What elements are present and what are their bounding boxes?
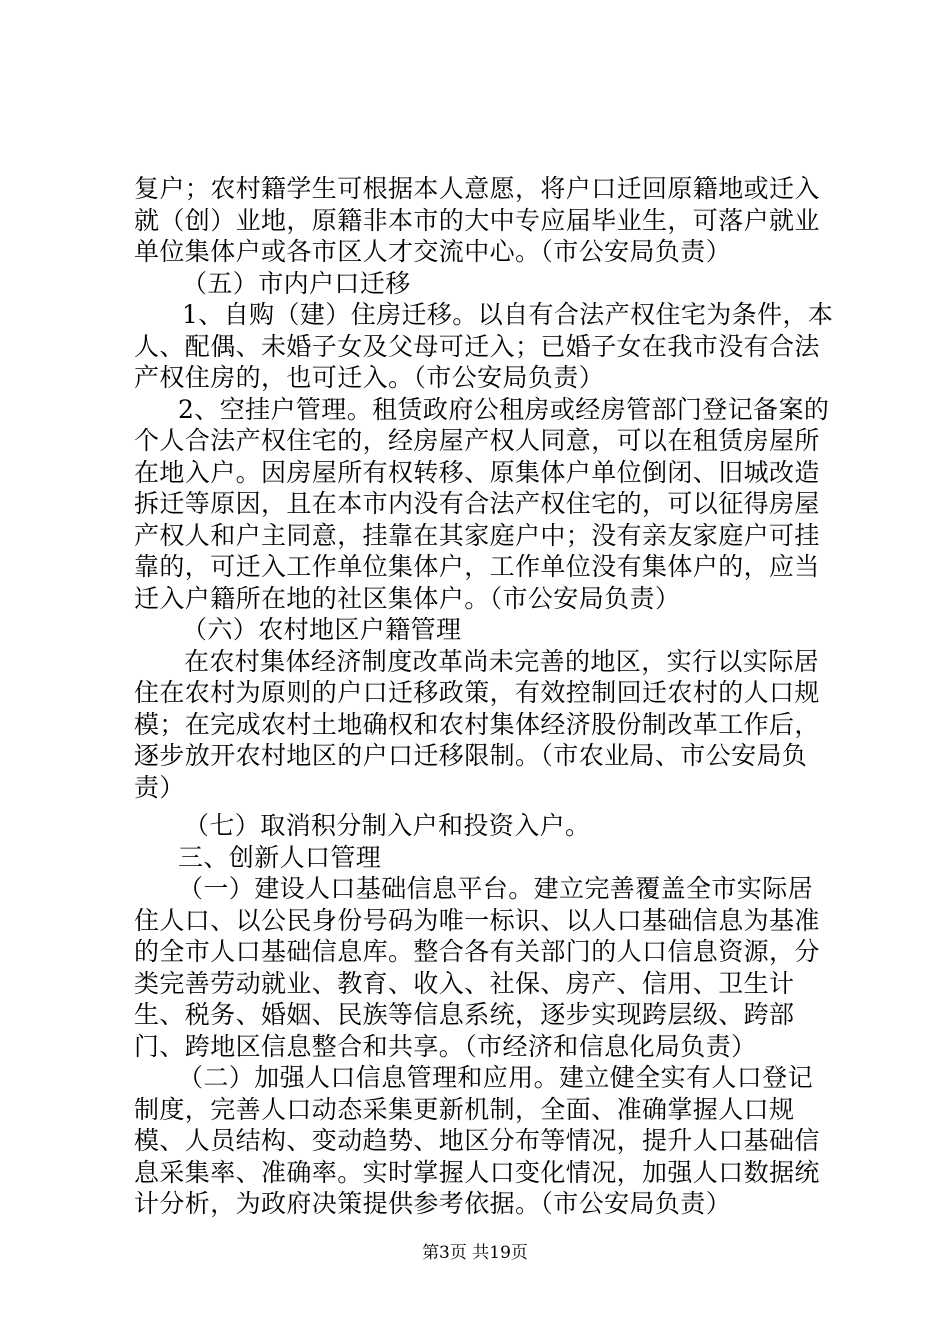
heading-5-intracity-migration: （五）市内户口迁移 — [182, 268, 411, 298]
heading-7-cancel-points: （七）取消积分制入户和投资入户。 — [184, 811, 591, 840]
page-number-label: 第3页 共19页 — [422, 1243, 528, 1263]
heading-section-3: 三、创新人口管理 — [178, 842, 382, 872]
heading-6-rural-registration: （六）农村地区户籍管理 — [182, 615, 462, 644]
paragraph-info-platform: （一）建设人口基础信息平台。建立完善覆盖全市实际居住人口、以公民身份号码为唯一标识、以人口基础信息为基准的全市人口基础信息库。整合各有关部门的人口信息资源，分类完善劳动就业、教育、收入、社保、房产、信用、卫生计生、税务、婚姻、民族等信息系统，逐步实现跨层级、跨部门、跨地区信息整合和共享。（市经济和信息化局负责） — [134, 874, 820, 1061]
paragraph-self-purchased-housing: 1、自购（建）住房迁移。以自有合法产权住宅为条件，本人、配偶、未婚子女及父母可迁入；已婚子女在我市没有合法产权住房的，也可迁入。（市公安局负责） — [134, 300, 834, 392]
page-footer — [0, 1243, 950, 1263]
paragraph-continuation: 复户；农村籍学生可根据本人意愿，将户口迁回原籍地或迁入就（创）业地，原籍非本市的大中专应届毕业生，可落户就业单位集体户或各市区人才交流中心。（市公安局负责） — [134, 174, 820, 266]
paragraph-info-management: （二）加强人口信息管理和应用。建立健全实有人口登记制度，完善人口动态采集更新机制，全面、准确掌握人口规模、人员结构、变动趋势、地区分布等情况，提升人口基础信息采集率、准确率。实时掌握人口变化情况，加强人口数据统计分析，为政府决策提供参考依据。（市公安局负责） — [134, 1063, 820, 1218]
paragraph-empty-household: 2、空挂户管理。租赁政府公租房或经房管部门登记备案的个人合法产权住宅的，经房屋产权人同意，可以在租赁房屋所在地入户。因房屋所有权转移、原集体户单位倒闭、旧城改造拆迁等原因，且在本市内没有合法产权住宅的，可以征得房屋产权人和户主同意，挂靠在其家庭户中；没有亲友家庭户可挂靠的，可迁入工作单位集体户，工作单位没有集体户的，应当迁入户籍所在地的社区集体户。（市公安局负责） — [134, 394, 830, 613]
document-body — [134, 173, 834, 1220]
paragraph-rural-reform: 在农村集体经济制度改革尚未完善的地区，实行以实际居住在农村为原则的户口迁移政策，有效控制回迁农村的人口规模；在完成农村土地确权和农村集体经济股份制改革工作后，逐步放开农村地区的户口迁移限制。（市农业局、市公安局负责） — [134, 646, 820, 802]
